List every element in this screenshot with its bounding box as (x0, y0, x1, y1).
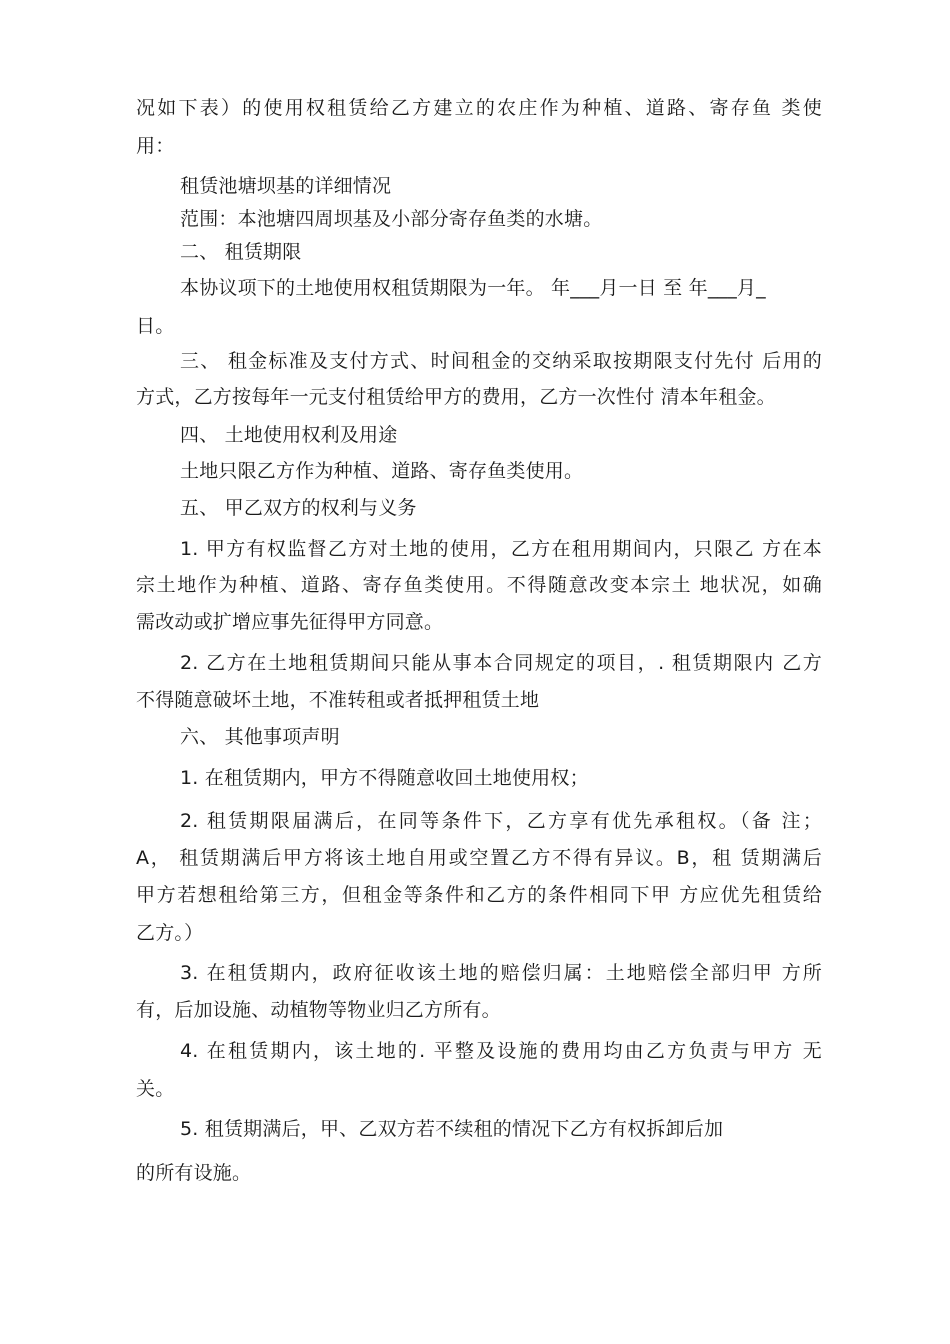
text-line: 关。 (136, 1078, 175, 1100)
section-heading: 四、 土地使用权利及用途 (180, 424, 398, 446)
text-line: 日。 (136, 315, 175, 337)
text-line: 2. 乙方在土地租赁期间只能从事本合同规定的项目，. 租赁期限内 乙方 (180, 652, 822, 674)
text-line: 有，后加设施、动植物等物业归乙方所有。 (136, 999, 501, 1021)
text-line: 3. 在租赁期内，政府征收该土地的赔偿归属：土地赔偿全部归甲 方所 (180, 962, 822, 984)
text-line: 况如下表）的使用权租赁给乙方建立的农庄作为种植、道路、寄存鱼 类使 (136, 97, 822, 119)
text-line: 甲方若想租给第三方，但租金等条件和乙方的条件相同下甲 方应优先租赁给 (136, 884, 822, 906)
text-line: 4. 在租赁期内，该土地的. 平整及设施的费用均由乙方负责与甲方 无 (180, 1040, 822, 1062)
text-line: 1. 甲方有权监督乙方对土地的使用，乙方在租用期间内，只限乙 方在本 (180, 538, 822, 560)
text-line: A， 租赁期满后甲方将该土地自用或空置乙方不得有异议。B，租 赁期满后 (136, 847, 822, 869)
text-line: 本协议项下的土地使用权租赁期限为一年。 年___月一日 至 年___月_ (180, 277, 766, 299)
text-line: 乙方。） (136, 922, 204, 944)
text-line: 5. 租赁期满后，甲、乙双方若不续租的情况下乙方有权拆卸后加 (180, 1118, 724, 1140)
section-heading: 六、 其他事项声明 (180, 726, 340, 748)
text-line: 1. 在租赁期内，甲方不得随意收回土地使用权； (180, 767, 589, 789)
text-line: 方式，乙方按每年一元支付租赁给甲方的费用，乙方一次性付 清本年租金。 (136, 386, 776, 408)
text-line: 宗土地作为种植、道路、寄存鱼类使用。不得随意改变本宗土 地状况，如确 (136, 574, 822, 596)
text-line: 需改动或扩增应事先征得甲方同意。 (136, 611, 444, 633)
text-line: 土地只限乙方作为种植、道路、寄存鱼类使用。 (180, 460, 584, 482)
text-line: 租赁池塘坝基的详细情况 (180, 175, 392, 197)
text-line: 用： (136, 135, 175, 157)
text-line: 范围：本池塘四周坝基及小部分寄存鱼类的水塘。 (180, 208, 603, 230)
section-heading: 五、 甲乙双方的权利与义务 (180, 497, 417, 519)
section-heading: 三、 租金标准及支付方式、时间租金的交纳采取按期限支付先付 后用的 (180, 350, 822, 372)
text-line: 的所有设施。 (136, 1162, 252, 1184)
section-heading: 二、 租赁期限 (180, 241, 302, 263)
text-line: 不得随意破坏土地，不准转租或者抵押租赁土地 (136, 689, 540, 711)
text-line: 2. 租赁期限届满后，在同等条件下，乙方享有优先承租权。（备 注； (180, 810, 822, 832)
